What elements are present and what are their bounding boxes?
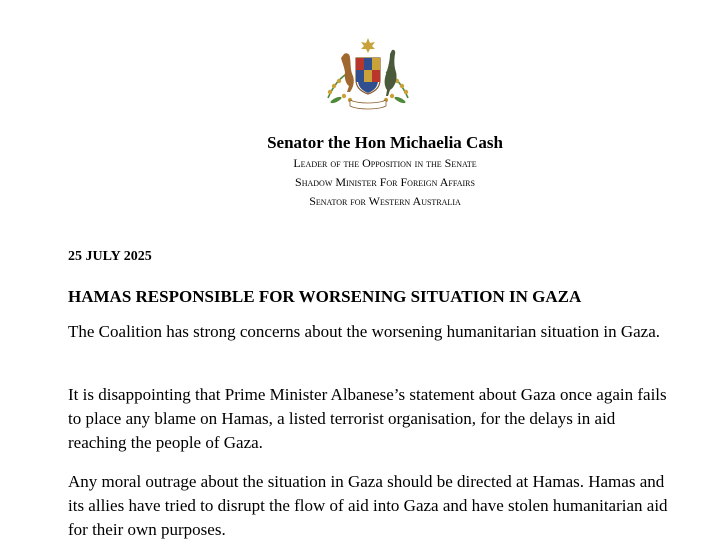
senator-header [0, 132, 726, 211]
release-headline: HAMAS RESPONSIBLE FOR WORSENING SITUATION IN GAZA [68, 287, 582, 306]
commonwealth-star-icon [361, 38, 375, 53]
senator-name: Senator the Hon Michaelia Cash [267, 133, 503, 152]
release-date: 25 JULY 2025 [68, 249, 152, 264]
coat-of-arms-icon [320, 36, 416, 112]
kangaroo-icon [341, 53, 354, 92]
paragraph-2: It is disappointing that Prime Minister Albanese’s statement about Gaza once again fails to place any blame on Hamas, a listed terrorist organisation, for the delays in aid reaching the people of Gaza. [68, 385, 667, 452]
emu-icon [385, 50, 397, 96]
paragraph-3: Any moral outrage about the situation in Gaza should be directed at Hamas. Hamas and its allies have tried to disrupt the flow of aid into Gaza and have stolen humanitarian aid for their own purposes. [68, 472, 668, 539]
role-line-1: Leader of the Opposition in the Senate [293, 156, 477, 170]
motto-scroll [350, 100, 386, 109]
role-line-3: Senator for Western Australia [309, 194, 461, 208]
role-line-2: Shadow Minister For Foreign Affairs [295, 175, 475, 189]
paragraph-1: The Coalition has strong concerns about the worsening humanitarian situation in Gaza. [68, 322, 661, 341]
